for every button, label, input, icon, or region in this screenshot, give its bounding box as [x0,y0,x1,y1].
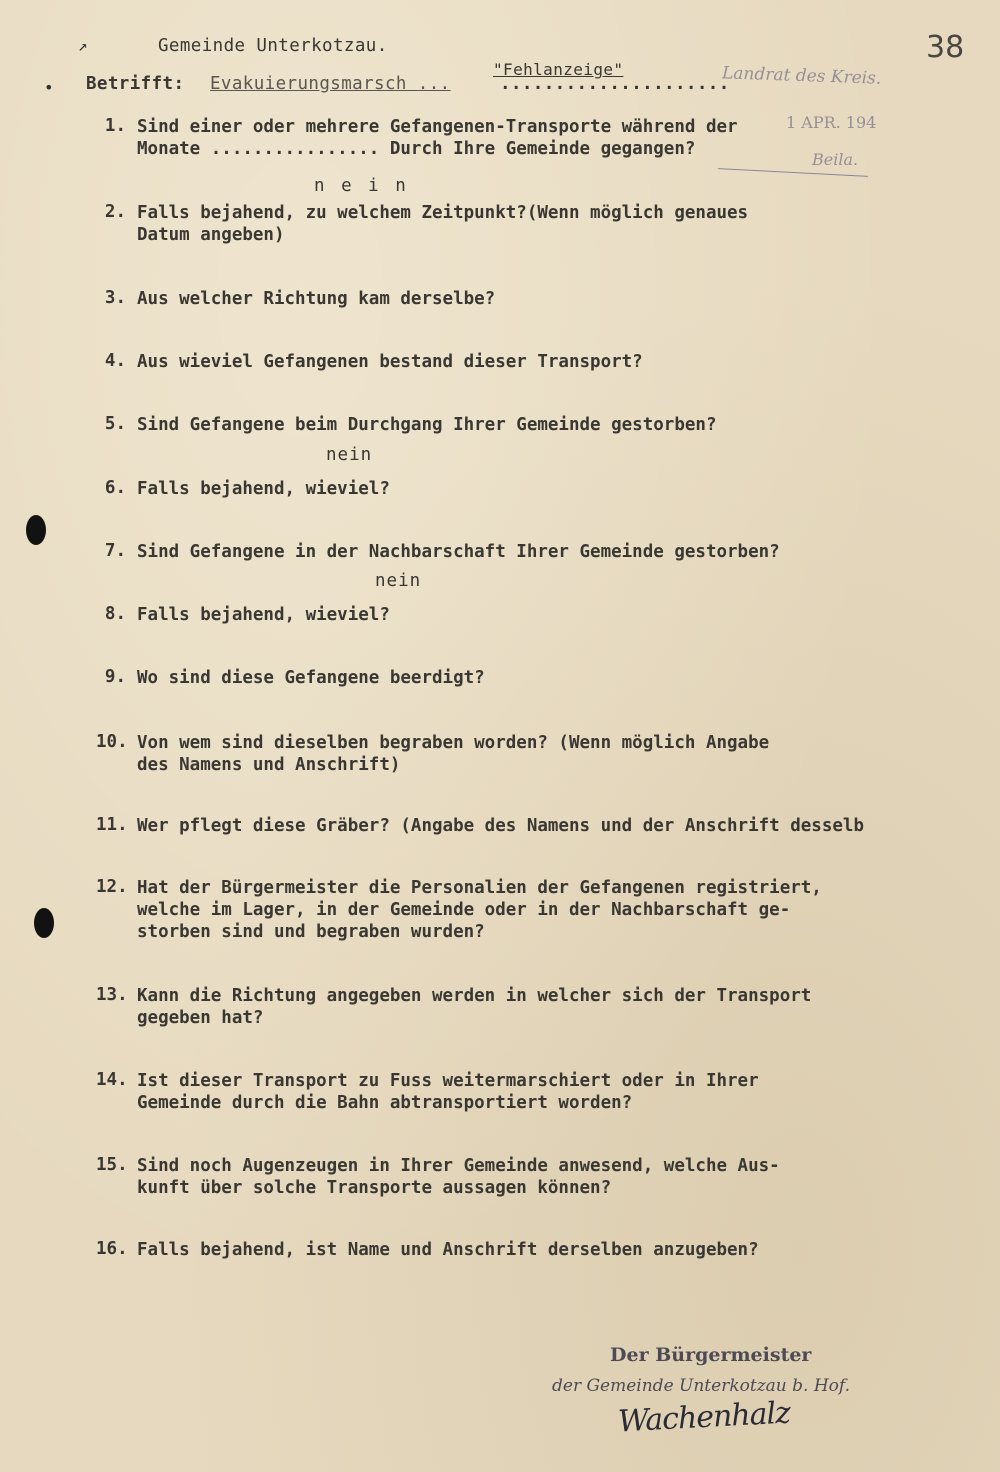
fehlanzeige-note: "Fehlanzeige" [493,60,624,79]
margin-mark: ↗ [78,36,88,55]
question-text: Sind Gefangene beim Durchgang Ihrer Gemeinde gestorben? [137,415,717,435]
question-number: 1. [104,116,126,136]
mayor-stamp-title: Der Bürgermeister [610,1344,812,1366]
punch-hole [34,908,54,938]
received-stamp-date: 1 APR. 194 [786,113,877,132]
question-number: 11. [96,815,128,835]
question-text: Aus welcher Richtung kam derselbe? [137,289,496,309]
question-text: Wer pflegt diese Gräber? (Angabe des Namens und der Anschrift desselb [137,816,864,836]
mayor-signature: Wachenhalz [617,1395,791,1440]
question-number: 2. [104,202,126,222]
question-text: Wo sind diese Gefangene beerdigt? [137,668,485,688]
question-text: Hat der Bürgermeister die Personalien der Gefangenen registriert, welche im Lager, in der Gemeinde oder in der Nachbarschaft ge- storben sind und begraben wurden? [137,878,822,942]
subject-text: Evakuierungsmarsch ... [210,74,451,94]
municipality-name: Gemeinde Unterkotzau. [158,36,388,56]
question-number: 12. [96,877,128,897]
question-text: Falls bejahend, ist Name und Anschrift derselben anzugeben? [137,1240,759,1260]
question-number: 16. [96,1239,128,1259]
subject-dots: ..................... [500,74,730,94]
received-stamp-line [718,168,868,177]
question-answer: nein [326,445,373,465]
question-number: 4. [104,351,126,371]
question-text: Kann die Richtung angegeben werden in welcher sich der Transport gegeben hat? [137,986,812,1028]
question-number: 7. [104,541,126,561]
question-number: 5. [104,414,126,434]
page-number: 38 [926,30,965,65]
received-stamp-attachment: Beila. [812,150,859,169]
received-stamp-office: Landrat des Kreis. [721,63,882,89]
question-text: Aus wieviel Gefangenen bestand dieser Transport? [137,352,643,372]
question-number: 3. [104,288,126,308]
mayor-stamp-municipality: der Gemeinde Unterkotzau b. Hof. [552,1376,850,1396]
question-number: 15. [96,1155,128,1175]
question-answer: n e i n [314,176,409,196]
punch-hole [26,515,46,545]
question-answer: nein [375,571,422,591]
question-text: Ist dieser Transport zu Fuss weitermarschiert oder in Ihrer Gemeinde durch die Bahn abtransportiert worden? [137,1071,759,1113]
question-text: Falls bejahend, zu welchem Zeitpunkt?(Wenn möglich genaues Datum angeben) [137,203,749,245]
question-number: 9. [104,667,126,687]
question-number: 14. [96,1070,128,1090]
question-number: 6. [104,478,126,498]
question-text: Von wem sind dieselben begraben worden? (Wenn möglich Angabe des Namens und Anschrift) [137,733,770,775]
question-number: 8. [104,604,126,624]
question-text: Sind noch Augenzeugen in Ihrer Gemeinde anwesend, welche Aus- kunft über solche Transporte aussagen können? [137,1156,780,1198]
subject-label: Betrifft: [86,74,185,94]
question-text: Sind Gefangene in der Nachbarschaft Ihrer Gemeinde gestorben? [137,542,780,562]
question-number: 10. [96,732,128,752]
question-number: 13. [96,985,128,1005]
question-text: Sind einer oder mehrere Gefangenen-Transporte während der Monate ................ Durch Ihre Gemeinde gegangen? [137,117,738,159]
margin-dot: • [44,78,54,97]
question-text: Falls bejahend, wieviel? [137,479,390,499]
question-text: Falls bejahend, wieviel? [137,605,390,625]
